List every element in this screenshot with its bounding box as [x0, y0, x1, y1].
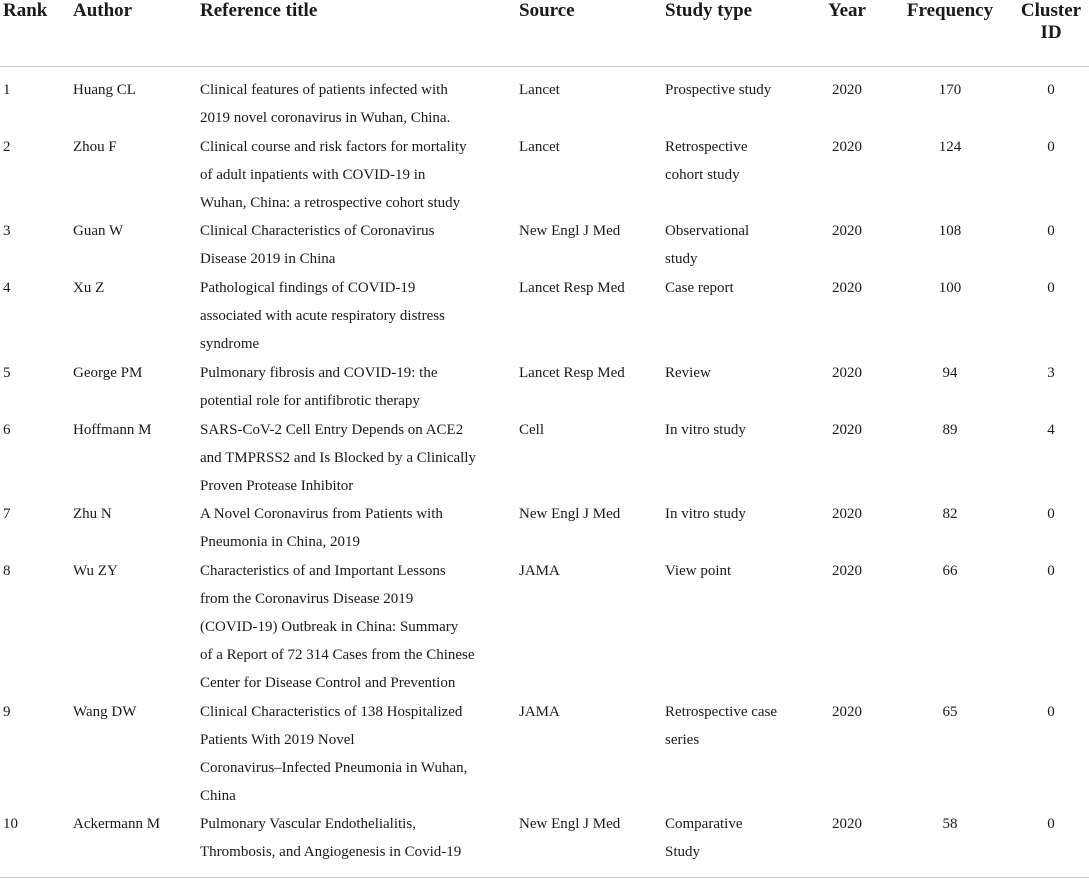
rank-cell: 10 — [3, 816, 18, 832]
title-cell: Clinical Characteristics of 138 Hospitalized Patients With 2019 Novel Coronavirus–Infected Pneumonia in Wuhan, China — [200, 704, 468, 804]
year-cell: 2020 — [832, 704, 862, 720]
title-cell: Clinical course and risk factors for mortality of adult inpatients with COVID-19 in Wuhan, China: a retrospective cohort study — [200, 139, 467, 211]
study-type-cell: Observational study — [665, 223, 750, 267]
title-cell: SARS-CoV-2 Cell Entry Depends on ACE2 and TMPRSS2 and Is Blocked by a Clinically Proven Protease Inhibitor — [200, 422, 476, 494]
source-cell: Lancet Resp Med — [519, 365, 625, 381]
header-author: Author — [73, 0, 133, 21]
year-cell: 2020 — [832, 223, 862, 239]
year-cell: 2020 — [832, 506, 862, 522]
author-cell: Zhou F — [73, 139, 117, 155]
study-type-cell: Case report — [665, 280, 734, 296]
study-type-cell: In vitro study — [665, 422, 746, 438]
author-cell: Ackermann M — [73, 816, 161, 832]
header-rank: Rank — [3, 0, 48, 21]
frequency-cell: 94 — [942, 365, 958, 381]
source-cell: New Engl J Med — [519, 506, 621, 522]
source-cell: New Engl J Med — [519, 223, 621, 239]
author-cell: Huang CL — [73, 82, 136, 98]
year-cell: 2020 — [832, 563, 862, 579]
rank-cell: 7 — [3, 506, 11, 522]
frequency-cell: 82 — [942, 506, 958, 522]
author-cell: Zhu N — [73, 506, 112, 522]
year-cell: 2020 — [832, 139, 862, 155]
cluster-cell: 0 — [1047, 82, 1055, 98]
header-study-type: Study type — [665, 0, 753, 21]
rank-cell: 9 — [3, 704, 11, 720]
frequency-cell: 124 — [938, 139, 962, 155]
title-cell: Pulmonary Vascular Endothelialitis, Thrombosis, and Angiogenesis in Covid-19 — [200, 816, 462, 860]
study-type-cell: View point — [665, 563, 732, 579]
cluster-cell: 0 — [1047, 223, 1055, 239]
cluster-cell: 0 — [1047, 506, 1055, 522]
rank-cell: 1 — [3, 82, 11, 98]
frequency-cell: 89 — [942, 422, 958, 438]
rank-cell: 3 — [3, 223, 11, 239]
frequency-cell: 100 — [938, 280, 962, 296]
source-cell: New Engl J Med — [519, 816, 621, 832]
header-source: Source — [519, 0, 575, 21]
study-type-cell: Prospective study — [665, 82, 772, 98]
source-cell: Lancet Resp Med — [519, 280, 625, 296]
study-type-cell: Retrospective cohort study — [665, 139, 748, 183]
rank-cell: 2 — [3, 139, 11, 155]
cluster-cell: 4 — [1047, 422, 1055, 438]
rank-cell: 8 — [3, 563, 11, 579]
rank-cell: 6 — [3, 422, 11, 438]
year-cell: 2020 — [832, 82, 862, 98]
source-cell: JAMA — [519, 704, 560, 720]
author-cell: Wang DW — [73, 704, 137, 720]
title-cell: Clinical Characteristics of Coronavirus Disease 2019 in China — [200, 223, 435, 267]
title-cell: Pathological findings of COVID-19 associated with acute respiratory distress syndrome — [200, 280, 445, 352]
frequency-cell: 170 — [938, 82, 962, 98]
author-cell: Hoffmann M — [73, 422, 152, 438]
cluster-cell: 0 — [1047, 280, 1055, 296]
title-cell: Pulmonary fibrosis and COVID-19: the potential role for antifibrotic therapy — [200, 365, 438, 409]
source-cell: Cell — [519, 422, 544, 438]
rank-cell: 4 — [3, 280, 11, 296]
year-cell: 2020 — [832, 365, 862, 381]
table-header — [0, 0, 1089, 66]
rank-cell: 5 — [3, 365, 11, 381]
year-cell: 2020 — [832, 280, 862, 296]
title-cell: Characteristics of and Important Lessons from the Coronavirus Disease 2019 (COVID-19) Outbreak in China: Summary of a Report of 72 314 Cases from the Chinese Center for Disease Control and Prevention — [200, 563, 475, 691]
header-divider — [0, 66, 1089, 67]
frequency-cell: 58 — [942, 816, 958, 832]
title-cell: Clinical features of patients infected with 2019 novel coronavirus in Wuhan, China. — [200, 82, 451, 126]
header-reference-title: Reference title — [200, 0, 318, 21]
frequency-cell: 65 — [942, 704, 958, 720]
cluster-cell: 0 — [1047, 816, 1055, 832]
frequency-cell: 66 — [942, 563, 958, 579]
study-type-cell: Comparative Study — [665, 816, 743, 860]
bottom-divider — [0, 877, 1089, 878]
cluster-cell: 0 — [1047, 704, 1055, 720]
header-cluster-id: Cluster ID — [1020, 0, 1082, 43]
header-frequency: Frequency — [906, 0, 994, 21]
source-cell: Lancet — [519, 139, 560, 155]
source-cell: Lancet — [519, 82, 560, 98]
author-cell: George PM — [73, 365, 143, 381]
author-cell: Xu Z — [73, 280, 105, 296]
study-type-cell: Review — [665, 365, 711, 381]
source-cell: JAMA — [519, 563, 560, 579]
title-cell: A Novel Coronavirus from Patients with Pneumonia in China, 2019 — [200, 506, 443, 550]
year-cell: 2020 — [832, 816, 862, 832]
cluster-cell: 0 — [1047, 139, 1055, 155]
year-cell: 2020 — [832, 422, 862, 438]
cluster-cell: 0 — [1047, 563, 1055, 579]
header-year: Year — [828, 0, 866, 21]
study-type-cell: Retrospective case series — [665, 704, 778, 748]
author-cell: Wu ZY — [73, 563, 118, 579]
cluster-cell: 3 — [1047, 365, 1055, 381]
study-type-cell: In vitro study — [665, 506, 746, 522]
frequency-cell: 108 — [938, 223, 962, 239]
author-cell: Guan W — [73, 223, 124, 239]
